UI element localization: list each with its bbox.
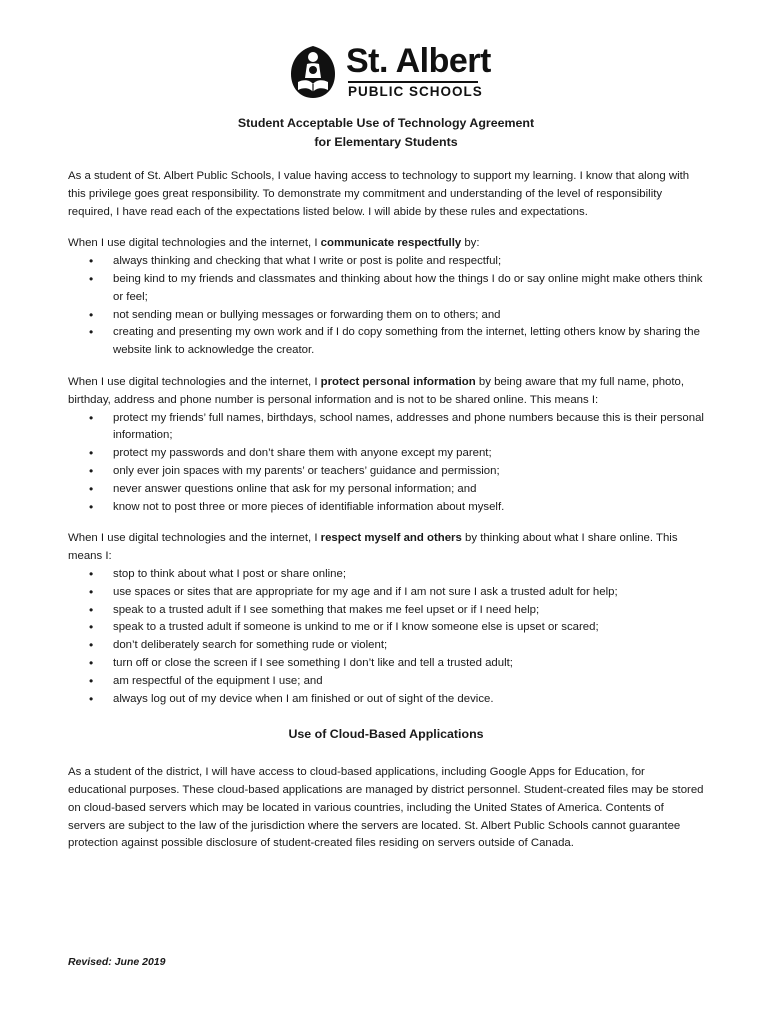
list-item: • only ever join spaces with my parents’ or teachers’ guidance and permission;: [68, 463, 704, 481]
revision-date: Revised: June 2019: [68, 956, 166, 968]
list-item: • don’t deliberately search for something rude or violent;: [68, 637, 704, 655]
list-item: • protect my friends’ full names, birthdays, school names, addresses and phone numbers because this is their personal information;: [68, 410, 704, 446]
logo-name: St. Albert: [346, 42, 491, 80]
section-respect-lead: When I use digital technologies and the internet, I respect myself and others by thinking about what I share online. This means I:: [68, 532, 678, 563]
logo-divider: [348, 81, 478, 83]
intro-paragraph: As a student of St. Albert Public Schools, I value having access to technology to support my learning. I know that along with this privilege goes great responsibility. To demonstrate my commitment and understanding of the level of responsibility required, I have read each of the expectations listed below. I will abide by these rules and expectations.: [68, 170, 690, 218]
title-line-2: for Elementary Students: [314, 135, 458, 149]
document-title: [68, 114, 704, 152]
cloud-paragraph: As a student of the district, I will have access to cloud-based applications, including Google Apps for Education, for educational purposes. These cloud-based applications are managed by district personnel. Student-created files may be stored on cloud-based servers which may be located in various countries, including the United States of America. Contents of servers are subject to the law of the jurisdiction where the servers are located. St. Albert Public Schools cannot guarantee protection against possible disclosure of student-created files residing on servers outside of Canada.: [68, 766, 704, 850]
list-item: • creating and presenting my own work and if I do copy something from the internet, letting others know by sharing the website link to acknowledge the creator.: [68, 324, 704, 360]
list-item: • stop to think about what I post or share online;: [68, 566, 704, 584]
list-item: • am respectful of the equipment I use; and: [68, 673, 704, 691]
list-item: • always log out of my device when I am finished or out of sight of the device.: [68, 691, 704, 709]
section-protect-lead: When I use digital technologies and the internet, I protect personal information by being aware that my full name, photo, birthday, address and phone number is personal information and is not to be shared online. This means I:: [68, 375, 685, 406]
document-body: [68, 114, 704, 867]
section-communicate-list: [68, 253, 704, 360]
section-communicate-lead: When I use digital technologies and the internet, I communicate respectfully by:: [68, 237, 480, 250]
list-item: • speak to a trusted adult if someone is unkind to me or if I know someone else is upset or scared;: [68, 619, 704, 637]
list-item: • always thinking and checking that what I write or post is polite and respectful;: [68, 253, 704, 271]
school-logo: [288, 42, 491, 100]
list-item: • never answer questions online that ask for my personal information; and: [68, 481, 704, 499]
list-item: • being kind to my friends and classmates and thinking about how the things I do or say online might make others think or feel;: [68, 271, 704, 307]
section-protect-list: [68, 410, 704, 517]
list-item: • turn off or close the screen if I see something I don’t like and tell a trusted adult;: [68, 655, 704, 673]
list-item: • protect my passwords and don’t share them with anyone except my parent;: [68, 445, 704, 463]
list-item: • use spaces or sites that are appropriate for my age and if I am not sure I ask a trusted adult for help;: [68, 584, 704, 602]
section-respect-list: [68, 566, 704, 708]
list-item: • know not to post three or more pieces of identifiable information about myself.: [68, 499, 704, 517]
cloud-heading: Use of Cloud-Based Applications: [288, 727, 484, 742]
school-logo-icon: [288, 44, 338, 100]
title-line-1: Student Acceptable Use of Technology Agreement: [237, 116, 535, 130]
list-item: • not sending mean or bullying messages or forwarding them on to others; and: [68, 307, 704, 325]
logo-subtitle: PUBLIC SCHOOLS: [348, 84, 483, 99]
list-item: • speak to a trusted adult if I see something that makes me feel upset or if I need help;: [68, 602, 704, 620]
